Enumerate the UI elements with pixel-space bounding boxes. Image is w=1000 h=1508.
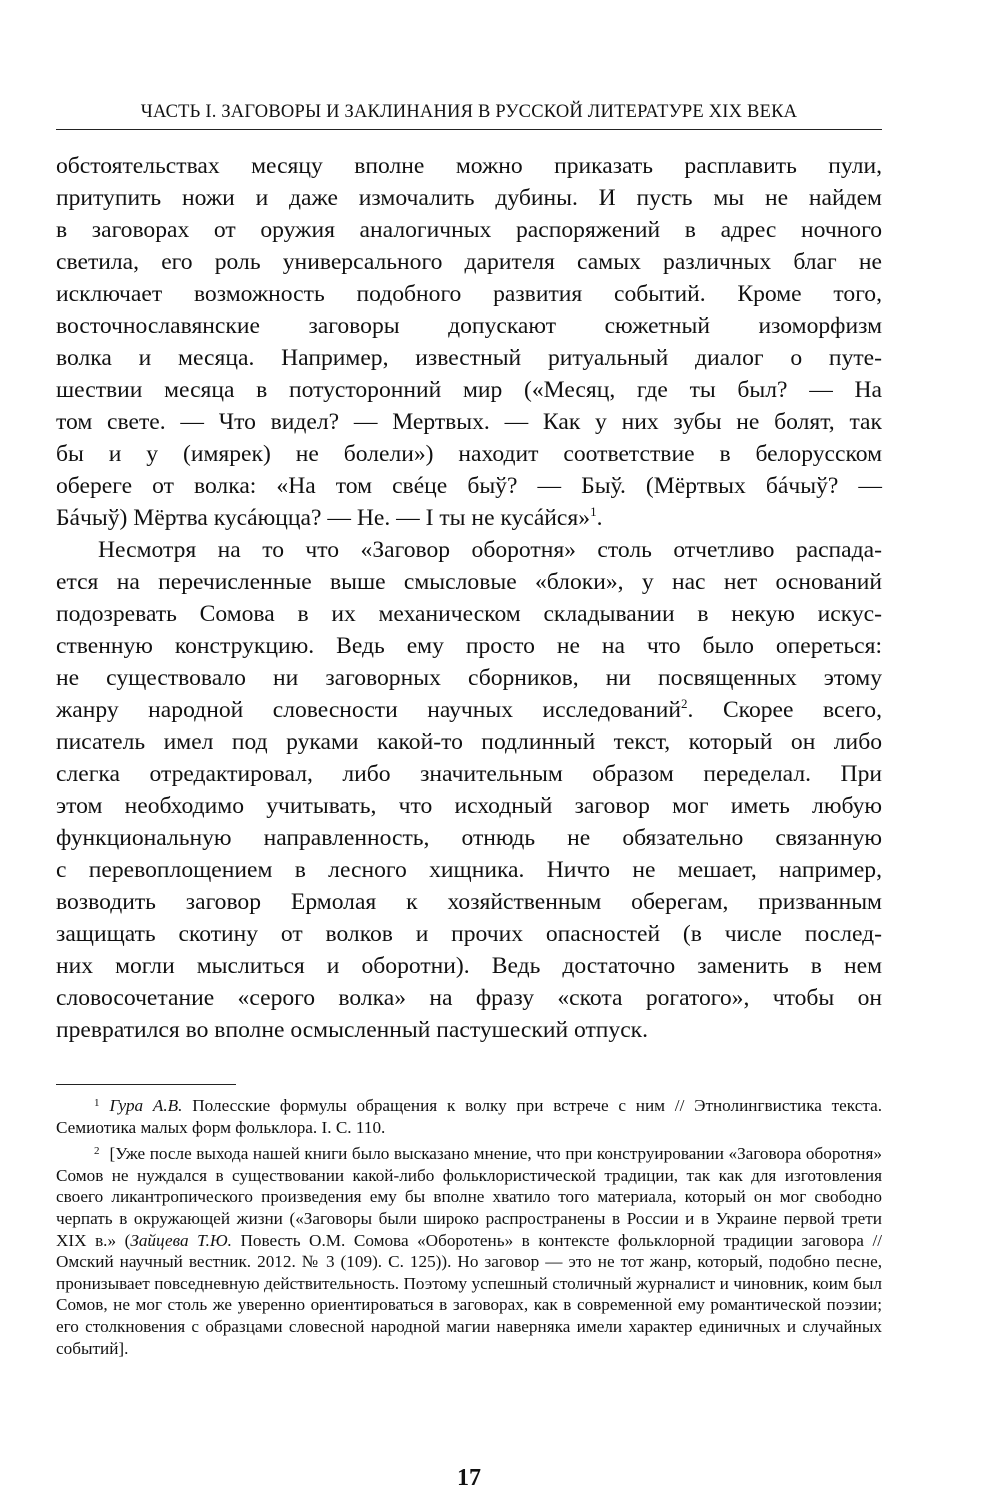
text-line: волка и месяца. Например, известный ритуальный диалог о путе- <box>56 345 882 371</box>
text-line: писатель имел под руками какой-то подлинный текст, который он либо <box>56 729 882 755</box>
footnote-2-author: Зайцева Т.Ю. <box>130 1230 232 1250</box>
footnote-ref-1[interactable]: 1 <box>590 504 597 519</box>
footnote-2-text-b: Повесть О.М. Сомова «Оборотень» в контексте фольклорной традиции заговора // Омский научный вестник. 2012. № 3 (109). С. 125)). Но заговор — это не тот жанр, который, подобно песне, пронизывает повседневную действительность. Поэтому успешный столичный журналист и чиновник, коим был Сомов, не мог столь же уверенно ориентироваться в заговорах, как в современной ему романтической поэзии; его столкновения с образцами словесной народной магии наверняка имели характер единичных и случайных событий]. <box>56 1230 882 1358</box>
text-line: восточнославянские заговоры допускают сюжетный изоморфизм <box>56 313 882 339</box>
paragraph-2-last-line: превратился во вполне осмысленный пастушеский отпуск. <box>56 1017 649 1043</box>
text-line: том свете. — Что видел? — Мертвых. — Как у них зубы не болят, так <box>56 409 882 435</box>
text-line: не существовало ни заговорных сборников, ни посвященных этому <box>56 665 882 691</box>
text-line: подозревать Сомова в их механическом складывании в некую искус- <box>56 601 882 627</box>
text-line: бы и у (имярек) не болели») находит соответствие в белорусском <box>56 441 882 467</box>
footnote-2 <box>56 1141 882 1359</box>
paragraph-2-ref-line <box>56 694 882 726</box>
text-line: защищать скотину от волков и прочих опасностей (в числе послед- <box>56 921 882 947</box>
footnote-divider <box>56 1084 236 1085</box>
paragraph-2-continued <box>56 726 882 1014</box>
text-line: шествии месяца в потусторонний мир («Месяц, где ты был? — На <box>56 377 882 403</box>
text-line: функциональную направленность, отнюдь не обязательно связанную <box>56 825 882 851</box>
paragraph-2-ref-text-a: жанру народной словесности научных исследований <box>56 697 682 723</box>
text-line: слегка отредактировал, либо значительным образом переделал. При <box>56 761 882 787</box>
text-line: словосочетание «серого волка» на фразу «скота рогатого», чтобы он <box>56 985 882 1011</box>
footnote-1-number: 1 <box>94 1097 100 1109</box>
text-line: Несмотря на то что «Заговор оборотня» столь отчетливо распада- <box>98 537 882 563</box>
text-line: притупить ножи и даже измочалить дубины. И пусть мы не найдем <box>56 185 882 211</box>
main-text <box>56 150 882 1046</box>
text-line: с перевоплощением в лесного хищника. Ничто не мешает, например, <box>56 857 882 883</box>
paragraph-1-last-line <box>56 502 882 534</box>
page-number: 17 <box>457 1465 481 1491</box>
footnote-1 <box>56 1093 882 1138</box>
text-line: обстоятельствах месяцу вполне можно приказать расплавить пули, <box>56 153 882 179</box>
footnote-ref-2[interactable]: 2 <box>681 696 688 711</box>
running-header: ЧАСТЬ I. ЗАГОВОРЫ И ЗАКЛИНАНИЯ В РУССКОЙ ЛИТЕРАТУРЕ XIX ВЕКА <box>56 102 882 130</box>
paragraph-2 <box>56 534 882 694</box>
text-line: них могли мыслиться и оборотни). Ведь достаточно заменить в нем <box>56 953 882 979</box>
footnotes <box>56 1093 882 1359</box>
paragraph-1-end: . <box>596 505 603 531</box>
text-line: исключает возможность подобного развития событий. Кроме того, <box>56 281 882 307</box>
text-line: ственную конструкцию. Ведь ему просто не на что было опереться: <box>56 633 882 659</box>
paragraph-1 <box>56 150 882 502</box>
footnote-1-text: Полесские формулы обращения к волку при встрече с ним // Этнолингвистика текста. Семиотика малых форм фольклора. I. С. 110. <box>56 1096 883 1137</box>
text-line: ется на перечисленные выше смысловые «блоки», у нас нет оснований <box>56 569 882 595</box>
text-line: обереге от волка: «На том свéце быў? — Быў. (Мëртвых бáчыў? — <box>56 473 882 499</box>
paragraph-2-ref-text-b: . Скорее всего, <box>687 697 882 723</box>
text-line: этом необходимо учитывать, что исходный заговор мог иметь любую <box>56 793 882 819</box>
footnote-2-number: 2 <box>94 1145 100 1158</box>
footnote-1-author: Гура А.В. <box>109 1096 183 1115</box>
text-line: светила, его роль универсального дарителя самых различных благ не <box>56 249 882 275</box>
paragraph-1-last-text: Бáчыў) Мëртва кусáюцца? — Не. — I ты не кусáйся» <box>56 505 591 531</box>
text-line: возводить заговор Ермолая к хозяйственным оберегам, призванным <box>56 889 882 915</box>
text-line: в заговорах от оружия аналогичных распоряжений в адрес ночного <box>56 217 882 243</box>
footnote-2-text-a: [Уже после выхода нашей книги было высказано мнение, что при конструировании «Заговора оборотня» Сомов не нуждался в существовании какой-либо фольклористической традиции, так как для изготовления своего ликантропического произведения ему бы вполне хватило того материала, который он мог свободно черпать в окружающей жизни («Заговоры были широко распространены в России и в Украине первой трети XIX в.» ( <box>56 1144 882 1250</box>
